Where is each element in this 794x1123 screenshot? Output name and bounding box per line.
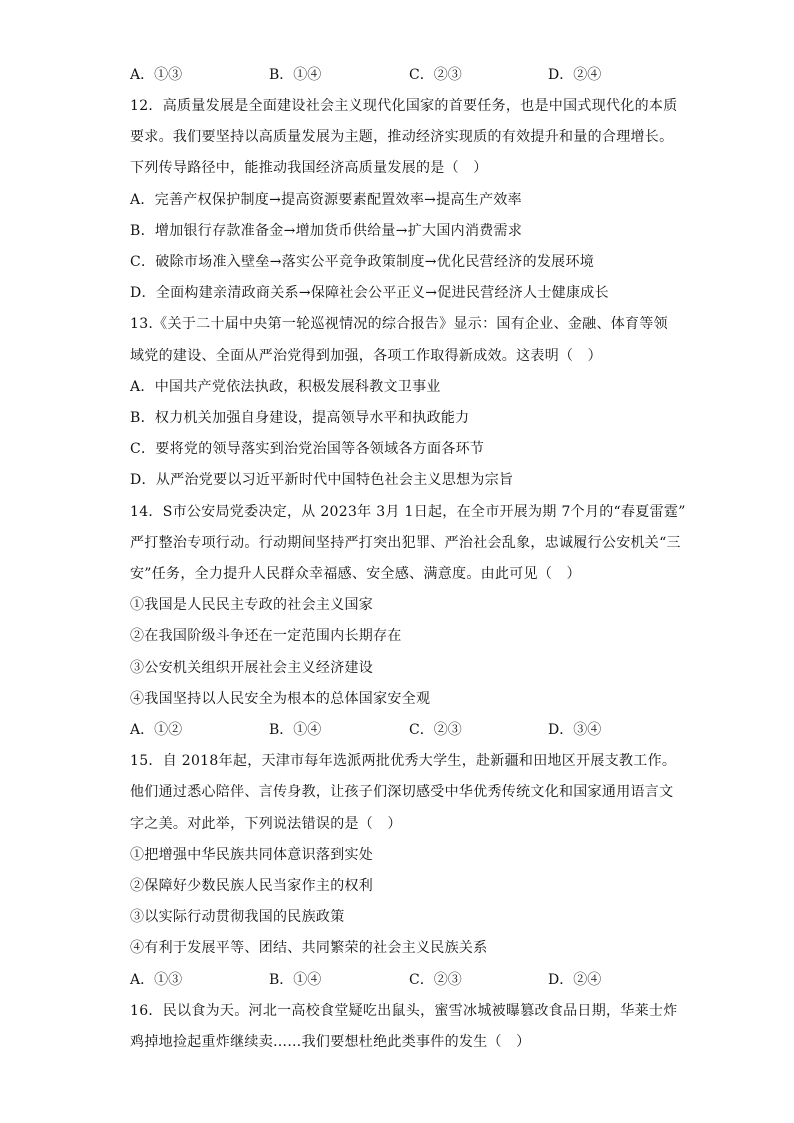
q15-statement-1: ①把增强中华民族共同体意识落到实处	[130, 847, 374, 863]
q12-stem-line-3: 下列传导路径中，能推动我国经济高质量发展的是（ ）	[130, 160, 488, 176]
q15-option-a: A．①③	[130, 972, 183, 988]
q15-statement-4: ④有利于发展平等、团结、共同繁荣的社会主义民族关系	[130, 940, 488, 956]
q15-option-b: B．①④	[269, 972, 322, 988]
q13-stem-line-2: 域党的建设、全面从严治党得到加强，各项工作取得新成效。这表明（ ）	[130, 348, 602, 364]
q13-choice-b: B．权力机关加强自身建设，提高领导水平和执政能力	[130, 410, 470, 426]
q11-option-d: D．②④	[548, 67, 602, 83]
q14-option-d: D．③④	[548, 722, 602, 738]
q16-stem-line-1: 16．民以食为天。河北一高校食堂疑吃出鼠头，蜜雪冰城被曝篡改食品日期，华莱士炸	[130, 1003, 678, 1019]
q12-choice-d: D．全面构建亲清政商关系→保障社会公平正义→促进民营经济人士健康成长	[130, 285, 609, 301]
q14-stem-line-3: 安”任务，全力提升人民群众幸福感、安全感、满意度。由此可见（ ）	[130, 566, 581, 582]
q14-stem-line-1: 14．S市公安局党委决定，从 2023年 3月 1日起，在全市开展为期 7个月的“春夏雷霆”	[130, 504, 686, 520]
q15-option-d: D．②④	[548, 972, 602, 988]
q14-option-a: A．①②	[130, 722, 183, 738]
q12-stem-line-2: 要求。我们要坚持以高质量发展为主题，推动经济实现质的有效提升和量的合理增长。	[130, 129, 674, 145]
q14-statement-1: ①我国是人民民主专政的社会主义国家	[130, 597, 374, 613]
q14-statement-3: ③公安机关组织开展社会主义经济建设	[130, 660, 374, 676]
q15-statement-2: ②保障好少数民族人民当家作主的权利	[130, 878, 374, 894]
q12-choice-b: B．增加银行存款准备金→增加货币供给量→扩大国内消费需求	[130, 223, 523, 239]
q15-statement-3: ③以实际行动贯彻我国的民族政策	[130, 909, 345, 925]
q12-stem-line-1: 12．高质量发展是全面建设社会主义现代化国家的首要任务，也是中国式现代化的本质	[130, 98, 678, 114]
q14-stem-line-2: 严打整治专项行动。行动期间坚持严打突出犯罪、严治社会乱象，忠诚履行公安机关“三	[130, 535, 681, 551]
q13-choice-c: C．要将党的领导落实到治党治国等各领域各方面各环节	[130, 441, 485, 457]
q15-stem-line-2: 他们通过悉心陪伴、言传身教，让孩子们深切感受中华优秀传统文化和国家通用语言文	[130, 784, 674, 800]
q15-stem-line-3: 字之美。对此举，下列说法错误的是（ ）	[130, 816, 402, 832]
q12-choice-a: A．完善产权保护制度→提高资源要素配置效率→提高生产效率	[130, 192, 522, 208]
q15-stem-line-1: 15．自 2018年起，天津市每年选派两批优秀大学生，赴新疆和田地区开展支教工作。	[130, 753, 677, 769]
q11-option-a: A．①③	[130, 67, 183, 83]
q16-stem-line-2: 鸡掉地捡起重炸继续卖……我们要想杜绝此类事件的发生（ ）	[130, 1034, 531, 1050]
q14-statement-2: ②在我国阶级斗争还在一定范围内长期存在	[130, 628, 402, 644]
q13-stem-line-1: 13.《关于二十届中央第一轮巡视情况的综合报告》显示：国有企业、金融、体育等领	[130, 316, 668, 332]
q13-choice-d: D．从严治党要以习近平新时代中国特色社会主义思想为宗旨	[130, 472, 514, 488]
q12-choice-c: C．破除市场准入壁垒→落实公平竞争政策制度→优化民营经济的发展环境	[130, 254, 595, 270]
q13-choice-a: A．中国共产党依法执政，积极发展科教文卫事业	[130, 379, 441, 395]
q14-option-c: C．②③	[409, 722, 462, 738]
q14-option-b: B．①④	[269, 722, 322, 738]
q15-option-c: C．②③	[409, 972, 462, 988]
q14-statement-4: ④我国坚持以人民安全为根本的总体国家安全观	[130, 691, 431, 707]
q11-option-b: B．①④	[269, 67, 322, 83]
q11-option-c: C．②③	[409, 67, 462, 83]
